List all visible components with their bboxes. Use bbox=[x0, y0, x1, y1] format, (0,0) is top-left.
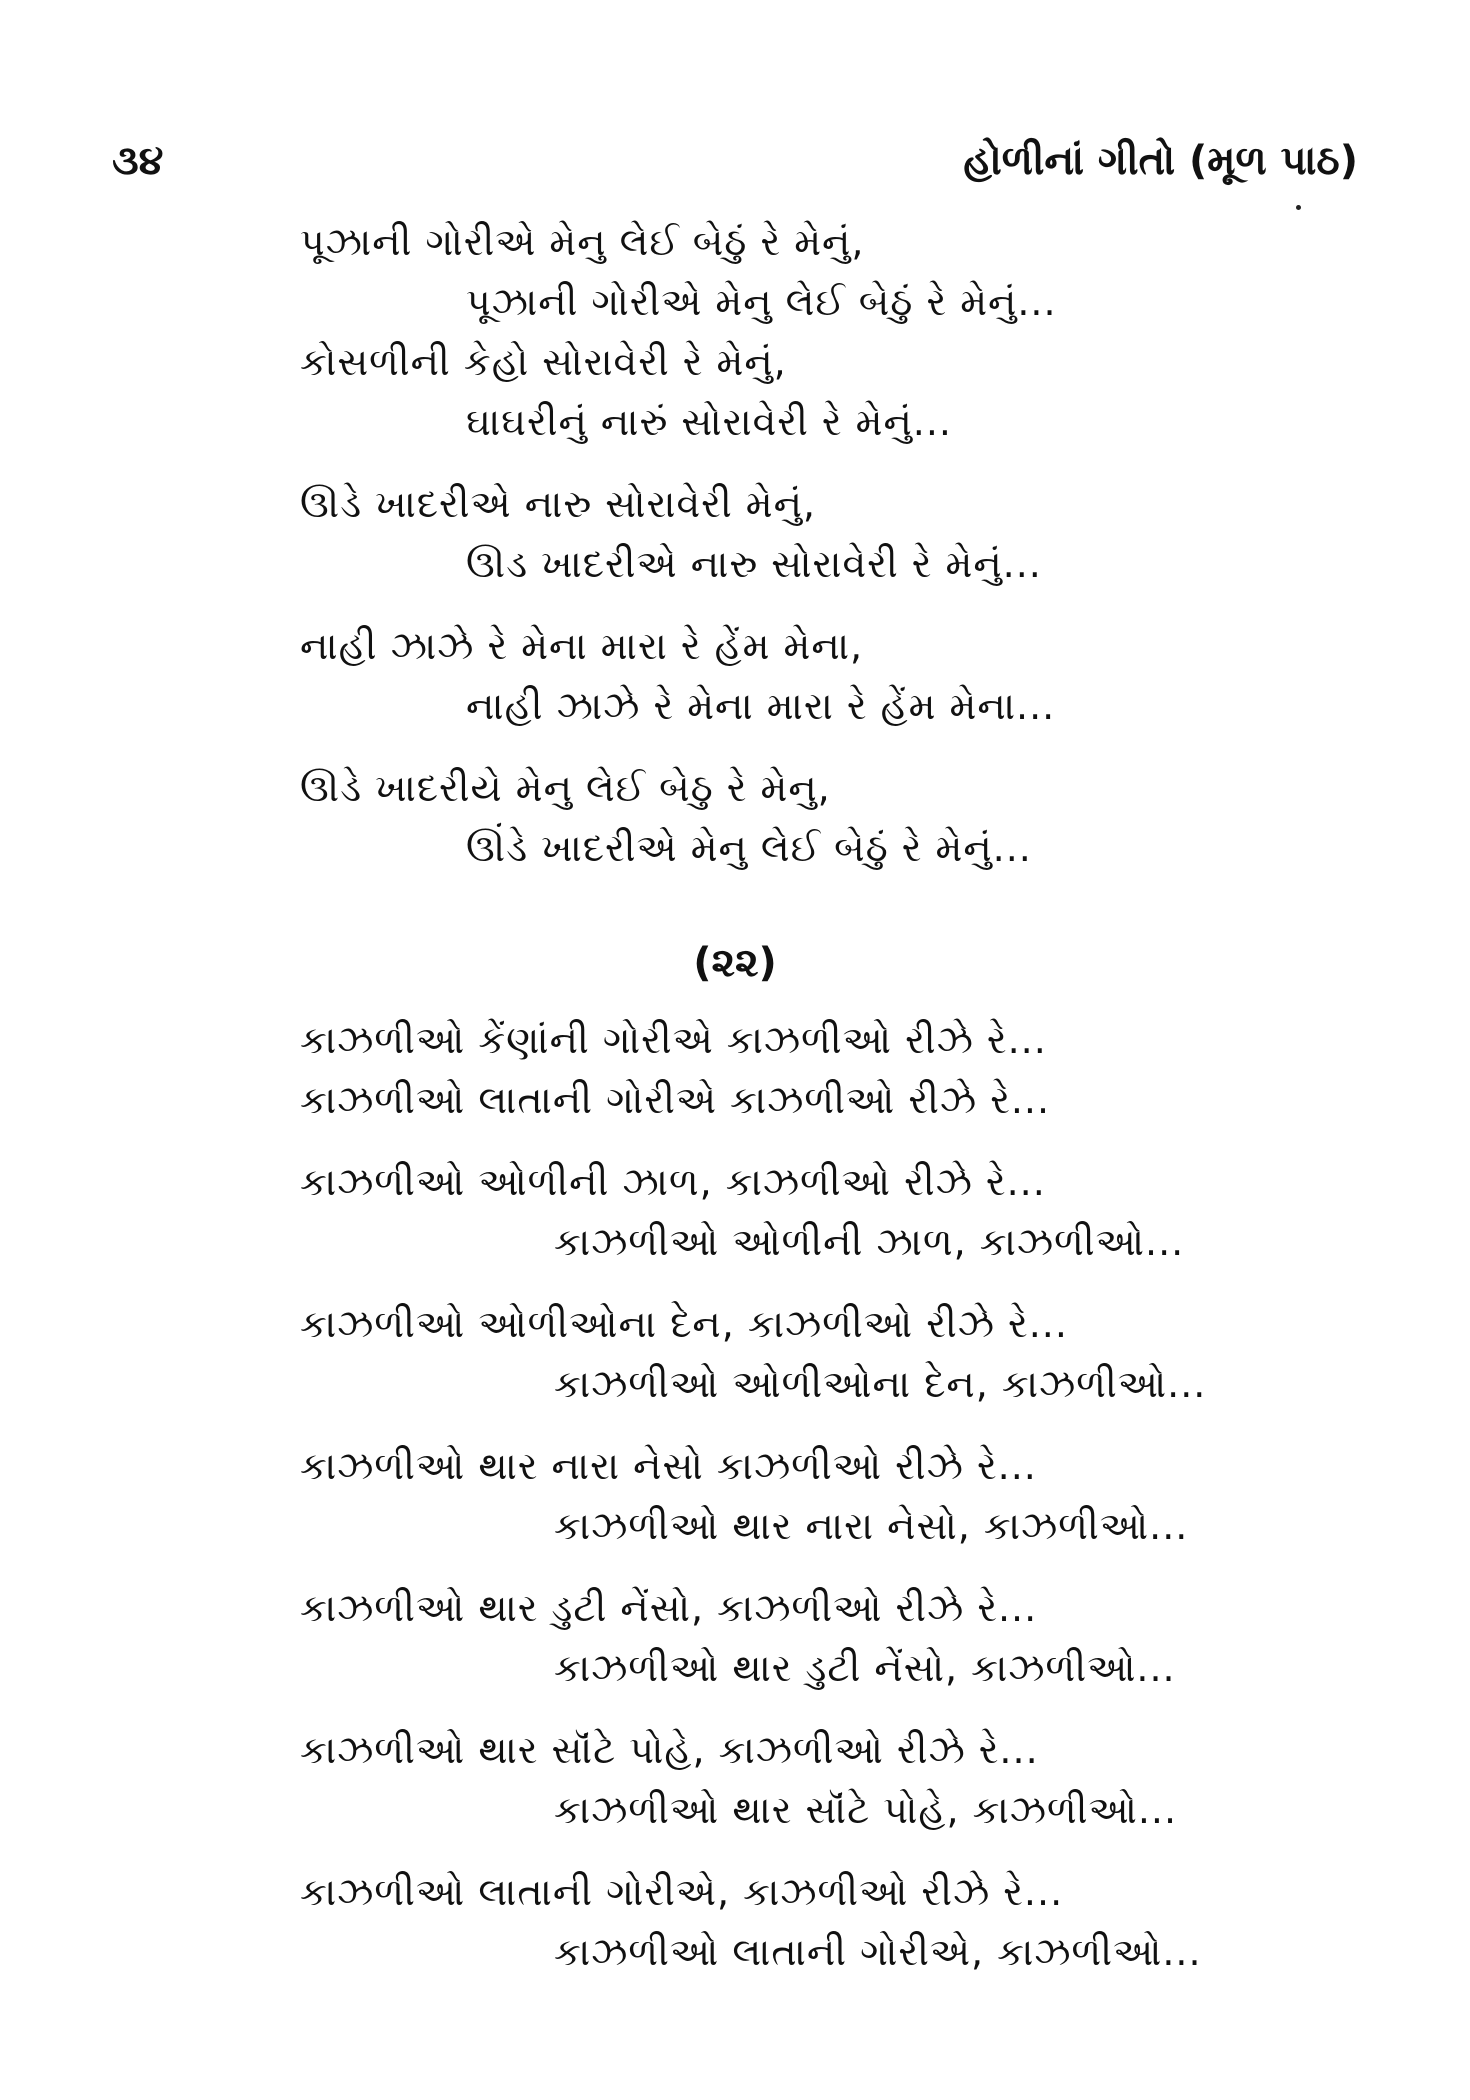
stanza bbox=[300, 616, 1380, 736]
verse-line: કાઝળીઓ થાર ડુટી નેંસો, કાઝળીઓ રીઝે રે... bbox=[300, 1586, 1038, 1630]
verse-line: કાઝળીઓ કેંણાંની ગોરીએ કાઝળીઓ રીઝે રે... bbox=[300, 1018, 1047, 1062]
stanza bbox=[300, 474, 1380, 594]
verse-line: કાઝળીઓ ઓળીઓના દેન, કાઝળીઓ રીઝે રે... bbox=[300, 1302, 1068, 1346]
verse-refrain: ઊડ ખાદરીએ નારુ સોરાવેરી રે મેનું... bbox=[466, 542, 1042, 586]
song-a bbox=[300, 212, 1380, 878]
verse-refrain: કાઝળીઓ થાર સૉંટે પોહે, કાઝળીઓ... bbox=[554, 1788, 1178, 1832]
verse-refrain: પૂઝાની ગોરીએ મેનુ લેઈ બેઠું રે મેનું... bbox=[466, 280, 1057, 324]
stanza bbox=[300, 1720, 1380, 1840]
page-number: ૩૪ bbox=[112, 138, 164, 184]
verse-line: પૂઝાની ગોરીએ મેનુ લેઈ બેઠું રે મેનું, bbox=[300, 220, 865, 264]
verse-refrain: ઊંડે ખાદરીએ મેનુ લેઈ બેઠું રે મેનું... bbox=[466, 826, 1032, 870]
stanza bbox=[300, 332, 1380, 452]
verse-line: કાઝળીઓ લાતાની ગોરીએ કાઝળીઓ રીઝે રે... bbox=[300, 1078, 1051, 1122]
stanza bbox=[300, 1294, 1380, 1414]
running-head: હોળીનાં ગીતો (મૂળ પાઠ) bbox=[963, 138, 1358, 184]
verse-line: કાઝળીઓ ઓળીની ઝાળ, કાઝળીઓ રીઝે રે... bbox=[300, 1160, 1046, 1204]
verse-refrain: કાઝળીઓ થાર ડુટી નેંસો, કાઝળીઓ... bbox=[554, 1646, 1176, 1690]
verse-line: ઊડે ખાદરીયે મેનુ લેઈ બેઠુ રે મેનુ, bbox=[300, 766, 831, 810]
verse-refrain: નાહી ઝાઝે રે મેના મારા રે હેંમ મેના... bbox=[466, 684, 1056, 728]
verse-line: નાહી ઝાઝે રે મેના મારા રે હેંમ મેના, bbox=[300, 624, 864, 668]
verse-refrain: કાઝળીઓ થાર નારા નેસો, કાઝળીઓ... bbox=[554, 1504, 1189, 1548]
verse-refrain: કાઝળીઓ ઓળીની ઝાળ, કાઝળીઓ... bbox=[554, 1220, 1185, 1264]
section-number: (૨૨) bbox=[693, 940, 777, 986]
stanza bbox=[300, 1578, 1380, 1698]
stanza bbox=[300, 212, 1380, 332]
verse-refrain: કાઝળીઓ ઓળીઓના દેન, કાઝળીઓ... bbox=[554, 1362, 1207, 1406]
verse-line: ઊડે ખાદરીએ નારુ સોરાવેરી મેનું, bbox=[300, 482, 816, 526]
verse-refrain: ઘાઘરીનું નારું સોરાવેરી રે મેનું... bbox=[466, 400, 952, 444]
verse-line: કોસળીની કેહો સોરાવેરી રે મેનું, bbox=[300, 340, 787, 384]
verse-line: કાઝળીઓ થાર સૉંટે પોહે, કાઝળીઓ રીઝે રે... bbox=[300, 1728, 1039, 1772]
verse-line: કાઝળીઓ લાતાની ગોરીએ, કાઝળીઓ રીઝે રે... bbox=[300, 1870, 1064, 1914]
verse-line: કાઝળીઓ થાર નારા નેસો કાઝળીઓ રીઝે રે... bbox=[300, 1444, 1037, 1488]
stanza bbox=[300, 1862, 1380, 1982]
song-b bbox=[300, 1010, 1380, 1982]
stanza bbox=[300, 1436, 1380, 1556]
intro bbox=[300, 1010, 1380, 1130]
print-speck bbox=[1296, 205, 1301, 210]
stanza bbox=[300, 1152, 1380, 1272]
stanza bbox=[300, 758, 1380, 878]
verse-refrain: કાઝળીઓ લાતાની ગોરીએ, કાઝળીઓ... bbox=[554, 1930, 1202, 1974]
